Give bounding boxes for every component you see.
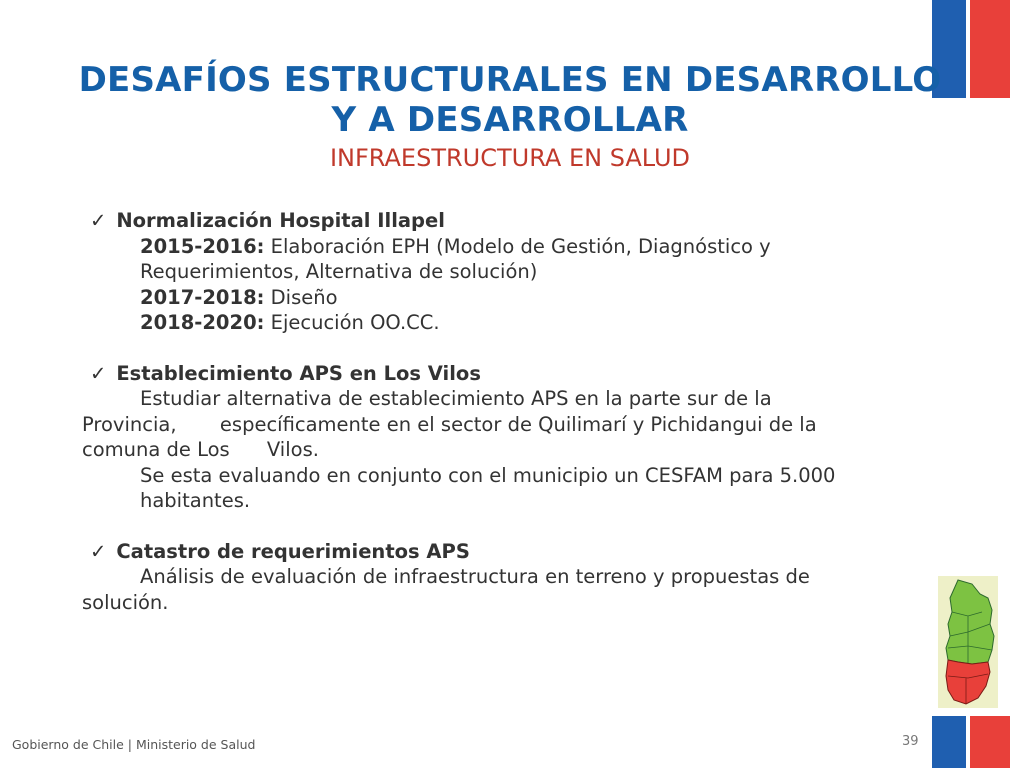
check-icon: ✓ (90, 539, 107, 563)
item-line: Requerimientos, Alternativa de solución) (140, 260, 538, 283)
item-line: Se esta evaluando en conjunto con el municipio un CESFAM para 5.000 (140, 463, 836, 487)
slide-subtitle: INFRAESTRUCTURA EN SALUD (329, 144, 691, 172)
slide-title (40, 60, 980, 140)
item-aps-los-vilos (82, 361, 922, 514)
slide-content (82, 208, 922, 640)
title-line-2: Y A DESARROLLAR (331, 100, 689, 140)
item-line: 2017-2018: Diseño (140, 285, 338, 309)
item-line: 2015-2016: Elaboración EPH (Modelo de Gestión, Diagnóstico y (140, 234, 771, 258)
coquimbo-region-map-icon (938, 576, 998, 708)
title-line-1: DESAFÍOS ESTRUCTURALES EN DESARROLLO (78, 60, 942, 100)
item-heading: ✓ Catastro de requerimientos APS (90, 539, 470, 563)
item-hospital-illapel (82, 208, 922, 336)
item-heading: ✓ Normalización Hospital Illapel (90, 209, 445, 232)
item-heading: ✓ Establecimiento APS en Los Vilos (90, 361, 481, 385)
flag-stripe-bottom (932, 716, 1012, 768)
item-catastro-aps (82, 539, 922, 616)
item-line: Análisis de evaluación de infraestructura en terreno y propuestas de (140, 565, 810, 588)
page-number: 39 (902, 734, 919, 749)
item-line: 2018-2020: Ejecución OO.CC. (140, 311, 440, 334)
item-line: Provincia, específicamente en el sector de Quilimarí y Pichidangui de la (82, 412, 817, 436)
check-icon: ✓ (90, 209, 107, 232)
footer-text: Gobierno de Chile | Ministerio de Salud (12, 737, 256, 752)
item-line: comuna de Los Vilos. (82, 438, 319, 461)
region-map-image (938, 576, 998, 708)
item-line: solución. (82, 590, 169, 614)
check-icon: ✓ (90, 361, 107, 385)
item-line: Estudiar alternativa de establecimiento APS en la parte sur de la (140, 387, 772, 410)
item-line: habitantes. (140, 489, 251, 512)
